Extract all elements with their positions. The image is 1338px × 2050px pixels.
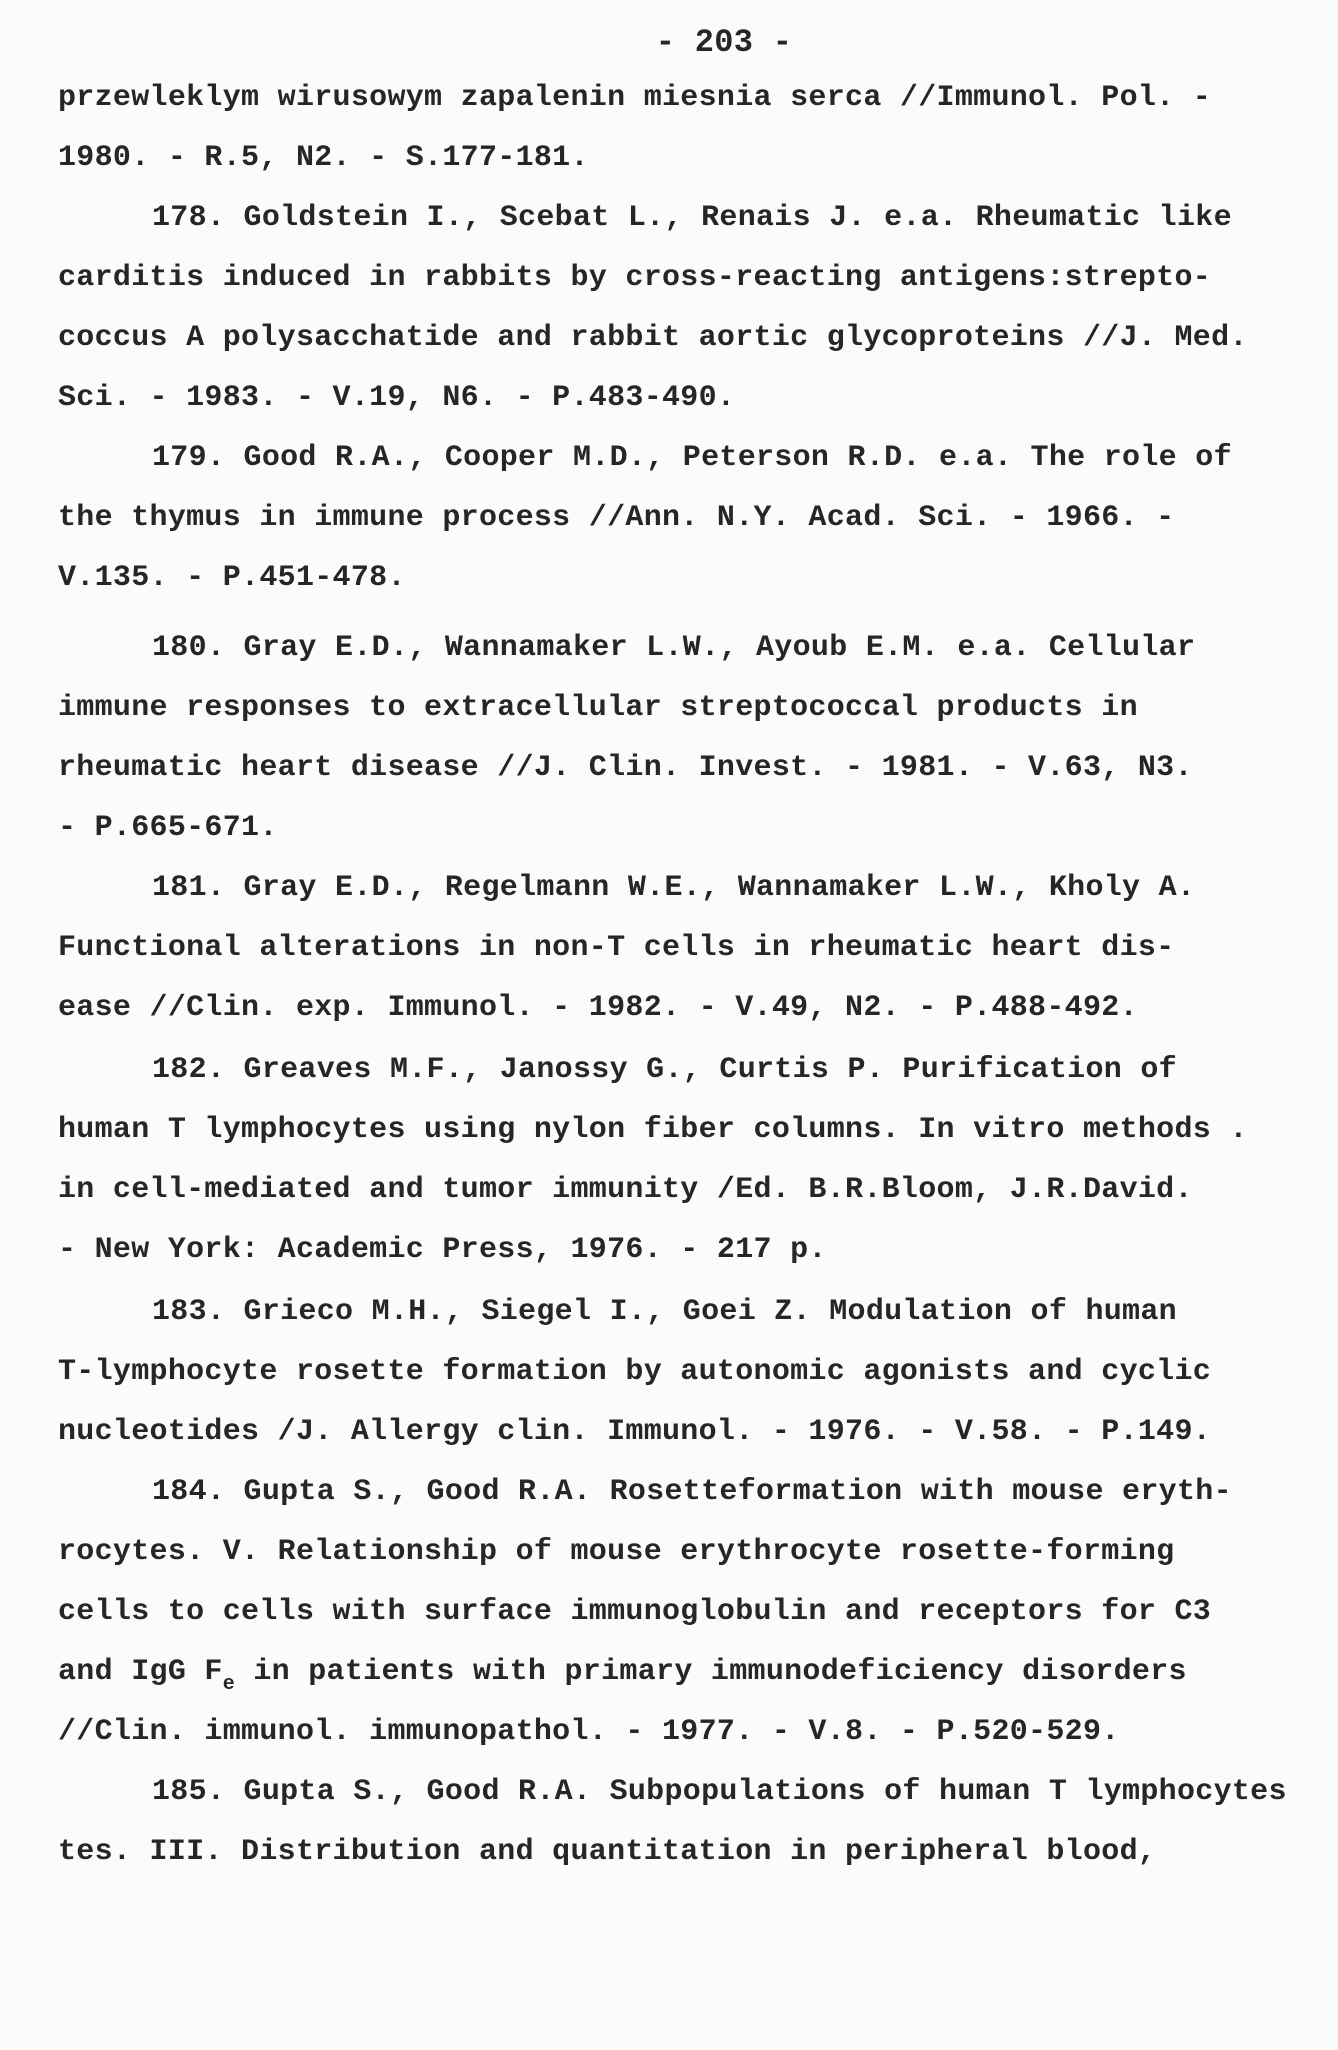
text-line: V.135. - P.451-478. bbox=[58, 561, 406, 595]
text-line: Functional alterations in non-T cells in rheumatic heart dis- bbox=[58, 931, 1175, 965]
text-line: immune responses to extracellular streptococcal products in bbox=[58, 691, 1138, 725]
reference-184-line: 184. Gupta S., Good R.A. Rosetteformation with mouse eryth- bbox=[152, 1475, 1232, 1509]
text-line: 1980. - R.5, N2. - S.177-181. bbox=[58, 141, 589, 175]
text-line: carditis induced in rabbits by cross-reacting antigens:strepto- bbox=[58, 261, 1212, 295]
reference-180-line: 180. Gray E.D., Wannamaker L.W., Ayoub E.M. e.a. Cellular bbox=[152, 631, 1196, 665]
text-line: T-lymphocyte rosette formation by autonomic agonists and cyclic bbox=[58, 1355, 1212, 1389]
reference-181-line: 181. Gray E.D., Regelmann W.E., Wannamaker L.W., Kholy A. bbox=[152, 871, 1196, 905]
text-line: - P.665-671. bbox=[58, 811, 278, 845]
text-line: tes. III. Distribution and quantitation in peripheral blood, bbox=[58, 1835, 1157, 1869]
reference-179-line: 179. Good R.A., Cooper M.D., Peterson R.D. e.a. The role of bbox=[152, 441, 1232, 475]
text-segment: in patients with primary immunodeficiency disorders bbox=[235, 1655, 1187, 1689]
text-line: in cell-mediated and tumor immunity /Ed. B.R.Bloom, J.R.David. bbox=[58, 1173, 1193, 1207]
text-line: rheumatic heart disease //J. Clin. Invest. - 1981. - V.63, N3. bbox=[58, 751, 1193, 785]
text-line: ease //Clin. exp. Immunol. - 1982. - V.49, N2. - P.488-492. bbox=[58, 991, 1138, 1025]
text-line: coccus A polysacchatide and rabbit aortic glycoproteins //J. Med. bbox=[58, 321, 1248, 355]
reference-182-line: 182. Greaves M.F., Janossy G., Curtis P. Purification of bbox=[152, 1053, 1177, 1087]
reference-185-line: 185. Gupta S., Good R.A. Subpopulations of human T lymphocytes bbox=[152, 1775, 1287, 1809]
text-line: Sci. - 1983. - V.19, N6. - P.483-490. bbox=[58, 381, 736, 415]
text-segment: and IgG F bbox=[58, 1655, 223, 1689]
text-line: the thymus in immune process //Ann. N.Y. Acad. Sci. - 1966. - bbox=[58, 501, 1175, 535]
subscript-e: e bbox=[222, 1673, 236, 1696]
text-line: przewleklym wirusowym zapalenin miesnia serca //Immunol. Pol. - bbox=[58, 81, 1212, 115]
reference-183-line: 183. Grieco M.H., Siegel I., Goei Z. Modulation of human bbox=[152, 1295, 1177, 1329]
text-line: //Clin. immunol. immunopathol. - 1977. - V.8. - P.520-529. bbox=[58, 1715, 1120, 1749]
page-number: - 203 - bbox=[655, 24, 793, 61]
text-line: cells to cells with surface immunoglobulin and receptors for C3 bbox=[58, 1595, 1212, 1629]
text-line: human T lymphocytes using nylon fiber columns. In vitro methods . bbox=[58, 1113, 1248, 1147]
reference-178-line: 178. Goldstein I., Scebat L., Renais J. e.a. Rheumatic like bbox=[152, 201, 1232, 235]
text-line: nucleotides /J. Allergy clin. Immunol. - 1976. - V.58. - P.149. bbox=[58, 1415, 1212, 1449]
text-line bbox=[58, 1652, 1187, 1695]
text-line: - New York: Academic Press, 1976. - 217 p. bbox=[58, 1233, 827, 1267]
text-line: rocytes. V. Relationship of mouse erythrocyte rosette-forming bbox=[58, 1535, 1175, 1569]
